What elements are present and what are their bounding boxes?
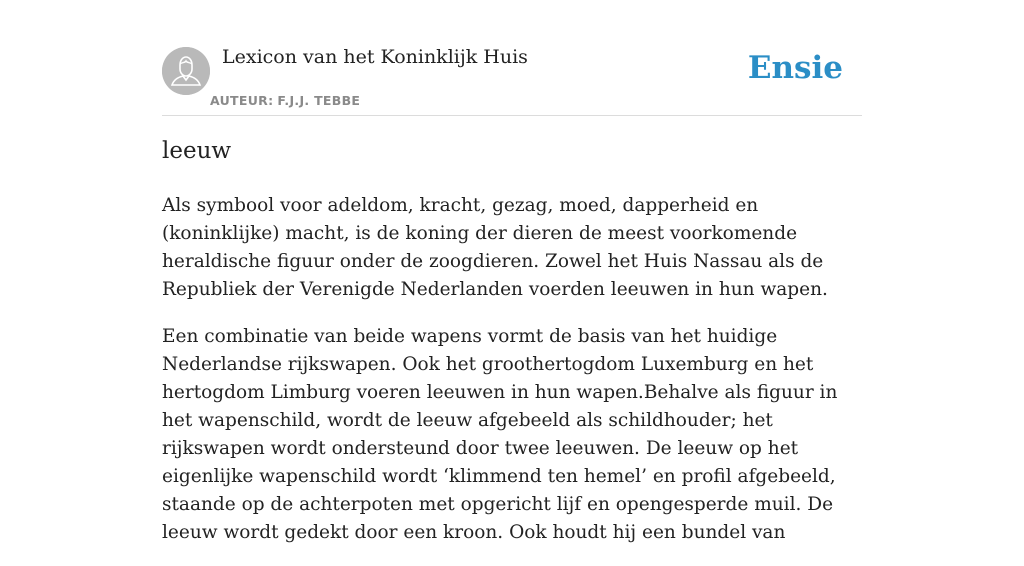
user-silhouette-icon [162,47,210,95]
entry-paragraph: Een combinatie van beide wapens vormt de basis van het huidige Nederlandse rijkswapen. Ook het groothertogdom Luxemburg en het hertogdom Limburg voeren leeuwen in hun wapen.Behalve als figuur in het wapenschild, wordt de leeuw afgebeeld als schildhouder; het rijkswapen wordt ondersteund door twee leeuwen. De leeuw op het eigenlijke wapenschild wordt ‘klimmend ten hemel’ en profil afgebeeld, staande op de achterpoten met opgericht lijf en opengesperde muil. De leeuw wordt gedekt door een kroon. Ook houdt hij een bundel van [162,326,838,543]
author-label: AUTEUR: [210,93,274,108]
entry-title: leeuw [162,138,232,164]
header [162,0,862,116]
author-avatar[interactable] [162,47,210,95]
book-title[interactable]: Lexicon van het Koninklijk Huis [222,46,528,68]
entry-paragraph: Als symbool voor adeldom, kracht, gezag, moed, dapperheid en (koninklijke) macht, is de koning der dieren de meest voorkomende heraldische figuur onder de zoogdieren. Zowel het Huis Nassau als de Republiek der Verenigde Nederlanden voerden leeuwen in hun wapen. [162,195,828,300]
entry-content [162,192,862,566]
brand-logo[interactable]: Ensie [747,50,843,86]
author-line [210,93,360,108]
author-name[interactable]: F.J.J. TEBBE [277,93,361,108]
page-container [162,0,862,543]
